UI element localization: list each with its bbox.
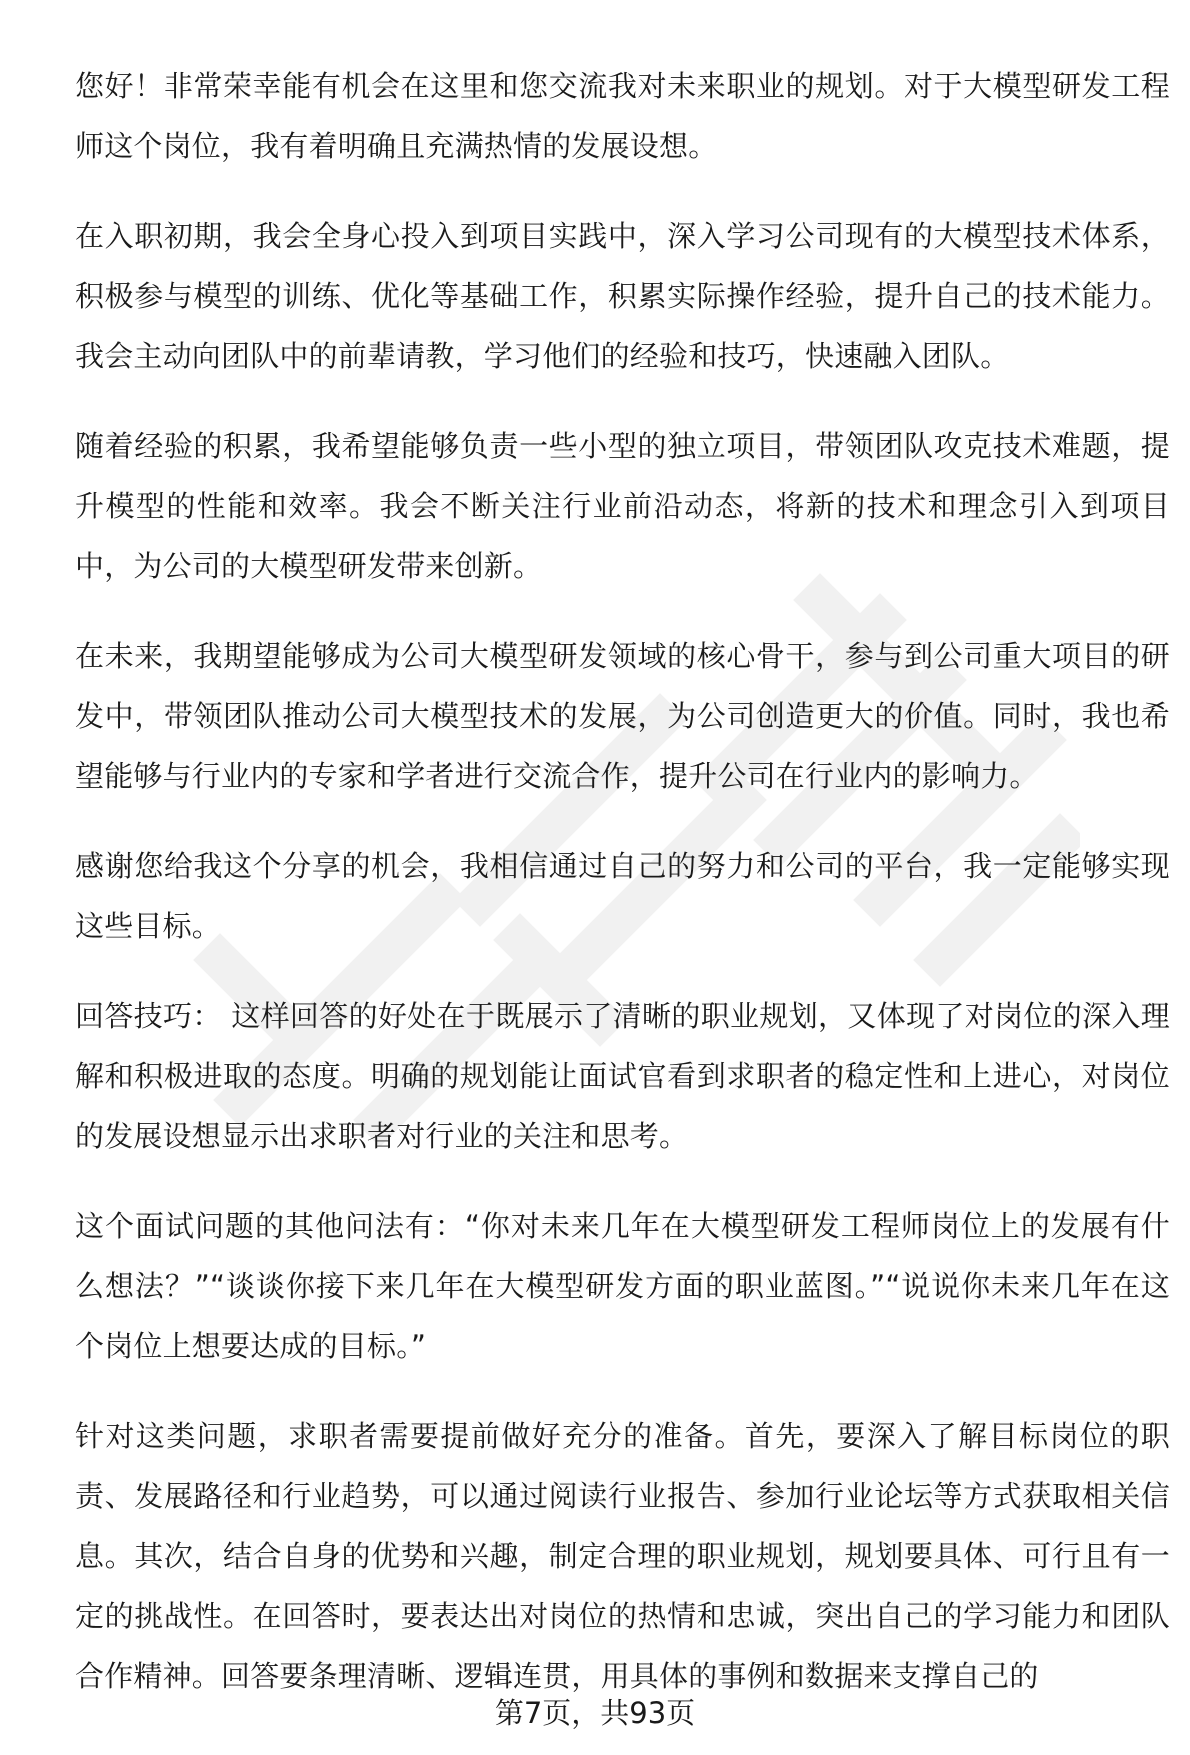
paragraph-greeting: 您好！非常荣幸能有机会在这里和您交流我对未来职业的规划。对于大模型研发工程师这个岗位，我有着明确且充满热情的发展设想。 xyxy=(75,69,1170,163)
paragraph-answer-tips: 回答技巧： 这样回答的好处在于既展示了清晰的职业规划，又体现了对岗位的深入理解和积极进取的态度。明确的规划能让面试官看到求职者的稳定性和上进心，对岗位的发展设想显示出求职者对行业的关注和思考。 xyxy=(75,999,1170,1153)
paragraph-early-stage: 在入职初期，我会全身心投入到项目实践中，深入学习公司现有的大模型技术体系，积极参与模型的训练、优化等基础工作，积累实际操作经验，提升自己的技术能力。我会主动向团队中的前辈请教，学习他们的经验和技巧，快速融入团队。 xyxy=(75,219,1170,373)
document-body xyxy=(75,56,1170,1736)
page-number: 第7页，共93页 xyxy=(494,1696,696,1730)
paragraph-preparation: 针对这类问题，求职者需要提前做好充分的准备。首先，要深入了解目标岗位的职责、发展路径和行业趋势，可以通过阅读行业报告、参加行业论坛等方式获取相关信息。其次，结合自身的优势和兴趣，制定合理的职业规划，规划要具体、可行且有一定的挑战性。在回答时，要表达出对岗位的热情和忠诚，突出自己的学习能力和团队合作精神。回答要条理清晰、逻辑连贯，用具体的事例和数据来支撑自己的 xyxy=(75,1419,1170,1693)
paragraph-thanks: 感谢您给我这个分享的机会，我相信通过自己的努力和公司的平台，我一定能够实现这些目标。 xyxy=(75,849,1170,943)
paragraph-mid-stage: 随着经验的积累，我希望能够负责一些小型的独立项目，带领团队攻克技术难题，提升模型的性能和效率。我会不断关注行业前沿动态，将新的技术和理念引入到项目中，为公司的大模型研发带来创新。 xyxy=(75,429,1170,583)
paragraph-alternative-questions: 这个面试问题的其他问法有：“你对未来几年在大模型研发工程师岗位上的发展有什么想法？”“谈谈你接下来几年在大模型研发方面的职业蓝图。”“说说你未来几年在这个岗位上想要达成的目标。” xyxy=(75,1209,1170,1363)
paragraph-future: 在未来，我期望能够成为公司大模型研发领域的核心骨干，参与到公司重大项目的研发中，带领团队推动公司大模型技术的发展，为公司创造更大的价值。同时，我也希望能够与行业内的专家和学者进行交流合作，提升公司在行业内的影响力。 xyxy=(75,639,1170,793)
